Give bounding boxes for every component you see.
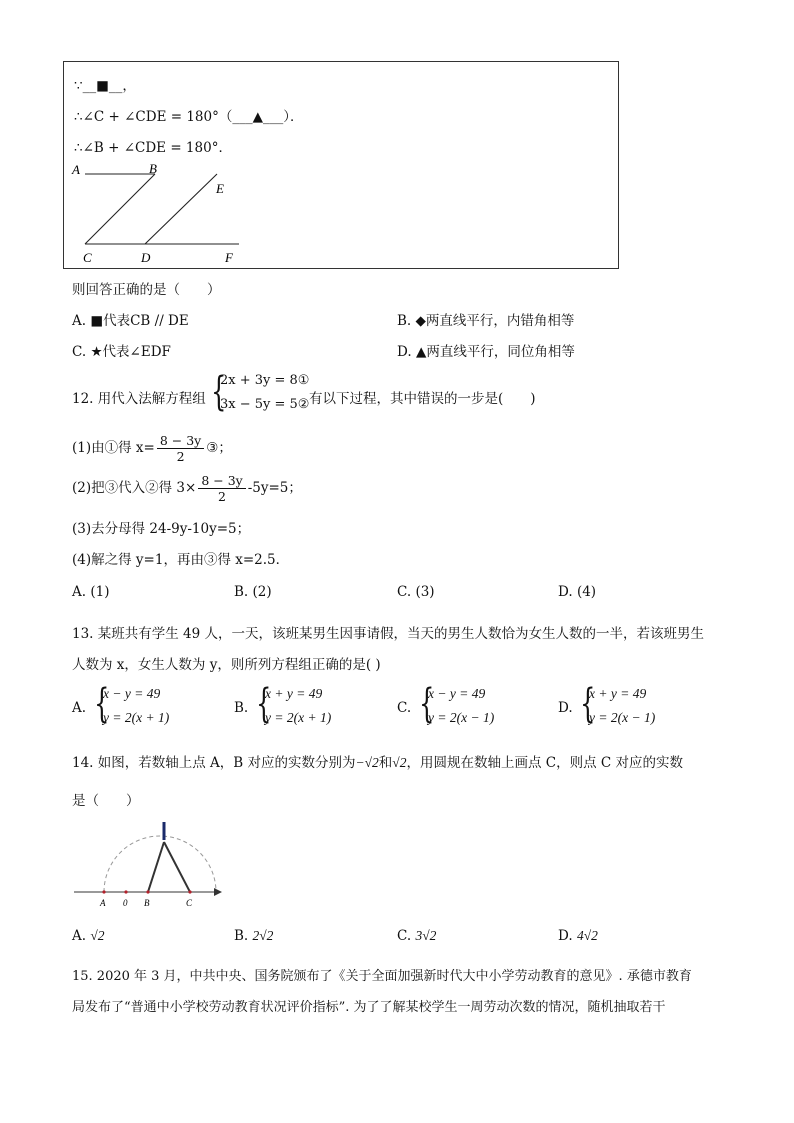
- q14-option-d[interactable]: D. 4√2: [558, 928, 598, 944]
- point-b: [146, 890, 149, 893]
- q12-option-d[interactable]: D. (4): [558, 584, 597, 600]
- q12-option-c[interactable]: C. (3): [397, 584, 435, 600]
- q13-line-1: 13. 某班共有学生 49 人，一天，该班某男生因事请假，当天的男生人数恰为女生人数的一半，若该班男生: [72, 626, 705, 642]
- q12-equation-2: 3x − 5y = 5②: [220, 397, 310, 412]
- axis-label-zero: 0: [123, 898, 128, 908]
- compass-arc: [104, 836, 216, 892]
- q12-stem-suffix: 有以下过程，其中错误的一步是( ): [309, 391, 536, 407]
- q12-system-brace: {: [211, 369, 227, 415]
- q14-line-1: 14. 如图，若数轴上点 A，B 对应的实数分别为−√2和√2，用圆规在数轴上画点 C，则点 C 对应的实数: [72, 755, 684, 771]
- label-c: C: [83, 250, 92, 265]
- axis-label-c: C: [186, 898, 193, 908]
- axis-label-a: A: [100, 898, 106, 908]
- q11-option-a[interactable]: A. ■代表CB // DE: [72, 313, 189, 329]
- q12-step-2: (2)把③代入②得 3× $\frac{8 - 3y}{2}$ -5y=5；: [72, 473, 302, 504]
- q13-line-2: 人数为 x，女生人数为 y，则所列方程组正确的是( ): [72, 657, 381, 673]
- label-e: E: [216, 181, 224, 196]
- label-d: D: [141, 250, 151, 265]
- point-zero: [124, 890, 127, 893]
- q12-step2-fraction: $\frac{8 - 3y}{2}$: [198, 473, 245, 504]
- segment-de: [145, 174, 217, 244]
- q14-value-a: −√2: [355, 755, 379, 770]
- q11-prompt: 则回答正确的是（ ）: [72, 282, 221, 298]
- proof-box: [63, 61, 619, 269]
- q14-value-b: √2: [392, 755, 407, 770]
- q13-a-brace: {: [94, 681, 110, 727]
- q11-option-b[interactable]: B. ◆两直线平行，内错角相等: [397, 313, 575, 329]
- q14-option-a[interactable]: A. √2: [72, 928, 105, 944]
- point-a: [102, 890, 105, 893]
- q15-line-2: 局发布了“普通中小学校劳动教育状况评价指标”. 为了了解某校学生一周劳动次数的情况，随机抽取若干: [72, 1000, 666, 1015]
- proof-line-3: ∴∠B + ∠CDE = 180°．: [74, 140, 232, 156]
- q12-step-4: (4)解之得 y=1，再由③得 x=2.5．: [72, 552, 290, 568]
- compass-leg-left: [148, 842, 164, 892]
- proof-line-2: ∴∠C + ∠CDE = 180°（___▲___）．: [74, 109, 304, 125]
- proof-line-1: ∵__■__，: [74, 78, 136, 94]
- q14-option-c[interactable]: C. 3√2: [397, 928, 437, 944]
- parallel-lines-figure: [69, 158, 259, 266]
- q12-stem-prefix: 12. 用代入法解方程组: [72, 391, 206, 407]
- q12-option-a[interactable]: A. (1): [72, 584, 110, 600]
- q13-b-brace: {: [256, 681, 272, 727]
- q11-option-d[interactable]: D. ▲两直线平行，同位角相等: [397, 344, 575, 360]
- q12-step1-fraction: $\frac{8 - 3y}{2}$: [157, 433, 204, 464]
- label-b: B: [149, 161, 157, 176]
- q12-equation-1: 2x + 3y = 8①: [220, 373, 310, 388]
- number-line-figure: [70, 818, 230, 910]
- compass-leg-right: [164, 842, 190, 892]
- q13-c-brace: {: [419, 681, 435, 727]
- q12-step-1: (1)由①得 x= $\frac{8 - 3y}{2}$ ③；: [72, 433, 232, 464]
- point-c: [188, 890, 191, 893]
- axis-arrow: [214, 888, 222, 896]
- q15-line-1: 15. 2020 年 3 月，中共中央、国务院颁布了《关于全面加强新时代大中小学劳动教育的意见》. 承德市教育: [72, 969, 692, 984]
- label-a: A: [72, 162, 80, 177]
- segment-bc: [85, 174, 155, 244]
- q11-option-c[interactable]: C. ★代表∠EDF: [72, 344, 171, 360]
- q12-step-3: (3)去分母得 24-9y-10y=5；: [72, 521, 251, 537]
- axis-label-b: B: [144, 898, 150, 908]
- q12-option-b[interactable]: B. (2): [234, 584, 272, 600]
- q13-d-brace: {: [580, 681, 596, 727]
- q14-option-b[interactable]: B. 2√2: [234, 928, 274, 944]
- q14-line-2: 是（ ）: [72, 793, 140, 809]
- label-f: F: [225, 250, 233, 265]
